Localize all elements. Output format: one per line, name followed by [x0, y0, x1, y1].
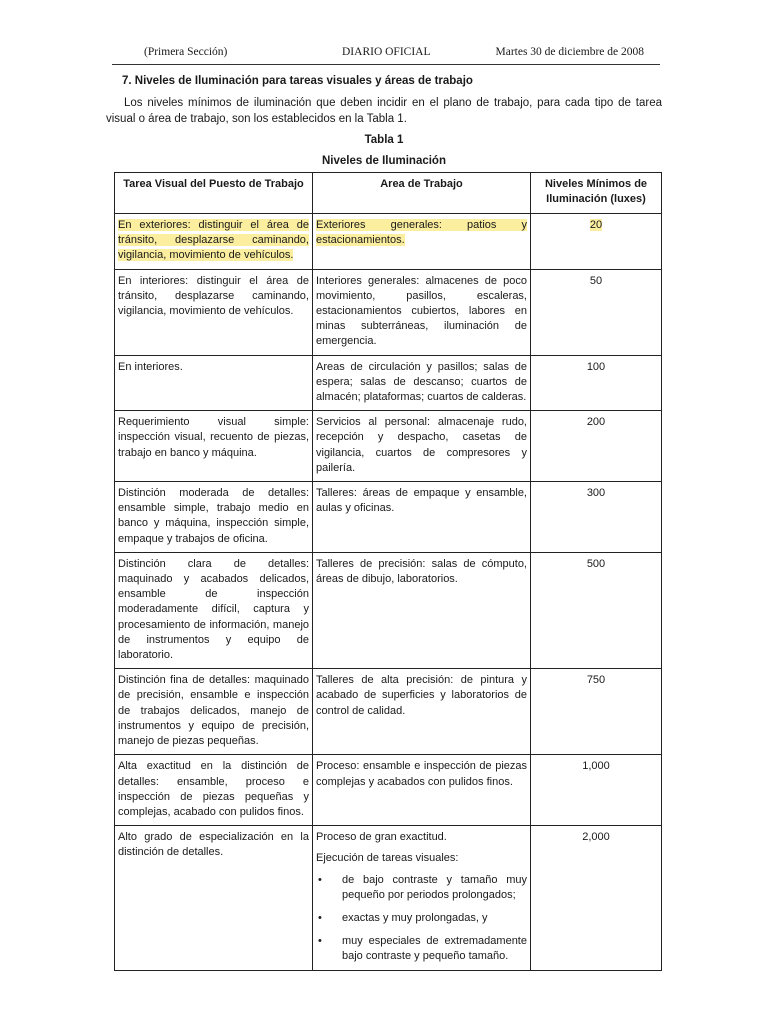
bullet-icon: •: [318, 935, 322, 948]
section-title: 7. Niveles de Iluminación para tareas visuales y áreas de trabajo: [122, 75, 473, 87]
task-cell: Requerimiento visual simple: inspección visual, recuento de piezas, trabajo en banco y máquina.: [115, 411, 313, 482]
header-date: Martes 30 de diciembre de 2008: [495, 46, 644, 58]
lux-cell: 200: [531, 411, 662, 482]
illumination-table: [114, 172, 662, 971]
lux-cell: 50: [531, 269, 662, 355]
highlighted-text: Exteriores generales: patios y estacionamientos.: [316, 219, 527, 247]
table-row: [115, 482, 662, 553]
table-row: [115, 214, 662, 270]
lux-cell: 500: [531, 552, 662, 668]
header-min-lux: Niveles Mínimos de Iluminación (luxes): [531, 173, 662, 214]
task-cell: En interiores: distinguir el área de tránsito, desplazarse caminando, vigilancia, movimiento de vehículos.: [115, 269, 313, 355]
area-paragraph: Proceso de gran exactitud.: [316, 831, 447, 844]
task-cell: En interiores.: [115, 355, 313, 411]
list-item: • muy especiales de extremadamente bajo contraste y pequeño tamaño.: [318, 935, 527, 963]
list-item: • de bajo contraste y tamaño muy pequeño por periodos prolongados;: [318, 873, 527, 901]
bullet-icon: •: [318, 873, 322, 886]
intro-paragraph: Los niveles mínimos de iluminación que deben incidir en el plano de trabajo, para cada tipo de tarea visual o área de trabajo, son los establecidos en la Tabla 1.: [106, 97, 662, 125]
task-cell: [115, 214, 313, 270]
area-cell: Talleres: áreas de empaque y ensamble, aulas y oficinas.: [313, 482, 531, 553]
area-cell: Talleres de precisión: salas de cómputo, áreas de dibujo, laboratorios.: [313, 552, 531, 668]
highlighted-text: 20: [589, 219, 603, 231]
lux-cell: 100: [531, 355, 662, 411]
table-row: [115, 411, 662, 482]
area-paragraph: Ejecución de tareas visuales:: [316, 852, 459, 865]
lux-cell: 1,000: [531, 755, 662, 826]
lux-cell: 750: [531, 669, 662, 755]
area-cell: [313, 214, 531, 270]
table-row: [115, 355, 662, 411]
area-cell: Proceso: ensamble e inspección de piezas complejas y acabados con pulidos finos.: [313, 755, 531, 826]
table-row: [115, 826, 662, 970]
area-cell: Servicios al personal: almacenaje rudo, recepción y despacho, casetas de vigilancia, cuartos de compresores y pailería.: [313, 411, 531, 482]
table-header-row: [115, 173, 662, 214]
table-row: [115, 269, 662, 355]
bullet-icon: •: [318, 911, 322, 924]
list-item: • exactas y muy prolongadas, y: [316, 911, 527, 926]
table-subtitle: Niveles de Iluminación: [322, 155, 446, 167]
area-cell: Areas de circulación y pasillos; salas de espera; salas de descanso; cuartos de almacén; plataformas; cuartos de calderas.: [313, 355, 531, 411]
header-visual-task: Tarea Visual del Puesto de Trabajo: [115, 173, 313, 214]
table-row: [115, 552, 662, 668]
table-row: [115, 669, 662, 755]
area-cell: Interiores generales: almacenes de poco movimiento, pasillos, escaleras, estacionamientos cubiertos, labores en minas subterráneas, iluminación de emergencia.: [313, 269, 531, 355]
area-cell: [313, 826, 531, 970]
header-section: (Primera Sección): [144, 46, 228, 58]
task-cell: Alta exactitud en la distinción de detalles: ensamble, proceso e inspección de piezas pequeñas y complejas, acabado con pulidos finos.: [115, 755, 313, 826]
table-title: Tabla 1: [364, 134, 404, 146]
task-cell: Distinción fina de detalles: maquinado de precisión, ensamble e inspección de trabajos delicados, manejo de instrumentos y equipo de precisión, manejo de piezas pequeñas.: [115, 669, 313, 755]
bullet-list: [316, 873, 527, 965]
lux-cell: 300: [531, 482, 662, 553]
area-cell: Talleres de alta precisión: de pintura y acabado de superficies y laboratorios de control de calidad.: [313, 669, 531, 755]
page-header: [112, 44, 660, 65]
highlighted-text: En exteriores: distinguir el área de tránsito, desplazarse caminando, vigilancia, movimiento de vehículos.: [118, 219, 309, 262]
task-cell: Distinción moderada de detalles: ensamble simple, trabajo medio en banco y máquina, inspección simple, empaque y trabajos de oficina.: [115, 482, 313, 553]
task-cell: Distinción clara de detalles: maquinado y acabados delicados, ensamble de inspección moderadamente difícil, captura y procesamiento de información, manejo de instrumentos y equipo de laboratorio.: [115, 552, 313, 668]
header-publication: DIARIO OFICIAL: [342, 46, 431, 58]
header-work-area: Area de Trabajo: [313, 173, 531, 214]
lux-cell: 2,000: [531, 826, 662, 970]
task-cell: Alto grado de especialización en la distinción de detalles.: [115, 826, 313, 970]
lux-cell: [531, 214, 662, 270]
table-row: [115, 755, 662, 826]
